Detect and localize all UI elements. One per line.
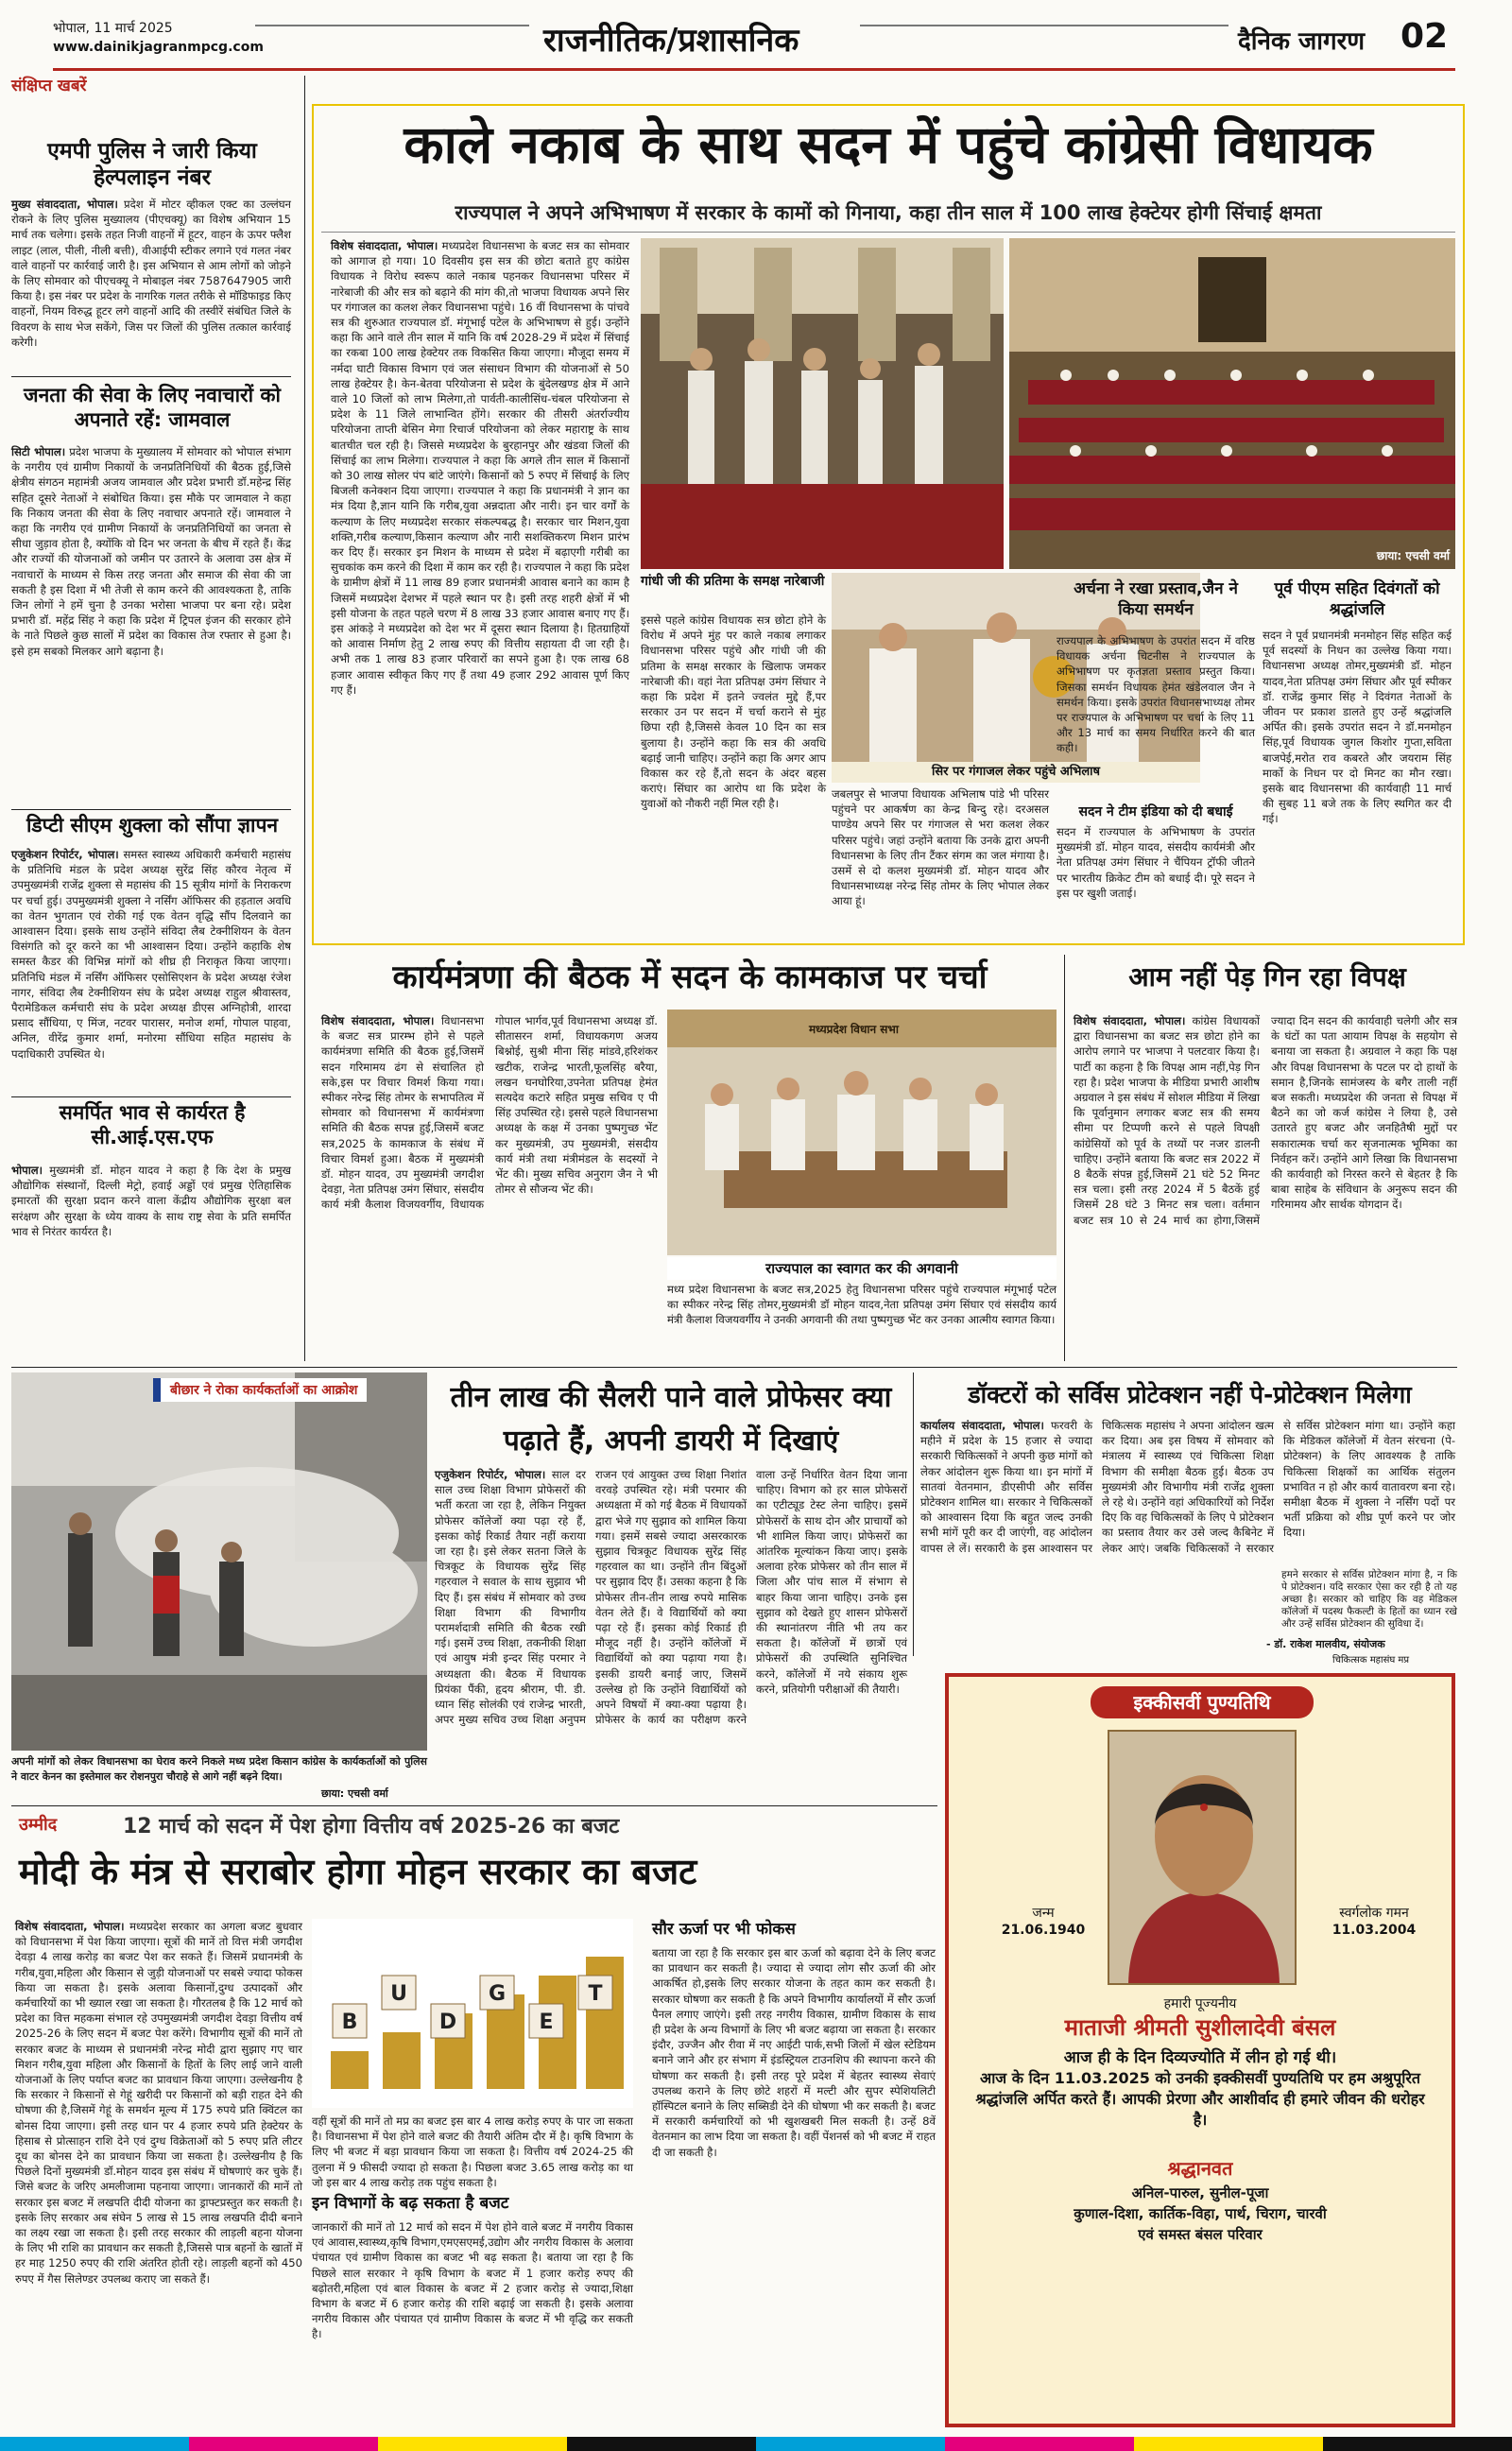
budget-byline: विशेष संवाददाता, भोपाल।	[15, 1920, 125, 1933]
sidebar-vertical-rule	[304, 76, 305, 1361]
obituary-revered: हमारी पूज्यनीय	[1163, 1996, 1237, 2011]
sidebar-rule-3	[11, 1096, 291, 1097]
story5-body	[920, 1418, 1455, 1558]
story2-byline: विशेष संवाददाता, भोपाल।	[321, 1014, 435, 1027]
news-3-text: समस्त स्वास्थ्य अधिकारी कर्मचारी महासंघ के प्रतिनिधि मंडल के प्रदेश अध्यक्ष सुरेंद्र सिंह कौरव नेतृत्व में उपमुख्यमंत्री राजेंद्र शुक्ला से महासंघ की 15 सूत्रीय मांगों के निराकरण पर चर्चा हुई। उपमुख्यमंत्री शुक्ला ने नर्सिंग ऑफिसर की हड़ताल अवधि का वेतन भुगतान एवं रोकी गई एक वेतन वृद्धि सौंप दिलवाने का आश्वासन दिया। इसके साथ उन्होंने संविदा लैब टेक्नीशियन के वेतन विसंगति को दूर करने का भी आश्वासन दिया। उन्होंने कहाकि शेष समस्त कैडर की विभिन्न मांगों को शीघ्र ही निराकृत किया जाएगा। प्रतिनिधि मंडल में नर्सिंग ऑफिसर एसोसिएशन के प्रदेश अध्यक्ष रंजेश नागर, संविदा लैब टेक्नीशियन संघ के प्रदेश अध्यक्ष राहुल श्रीवास्तव, पैरामेडिकल कर्मचारी संघ के प्रदेश अध्यक्ष डीएस अग्निहोत्री, शारदा प्रसाद सौंधिया, ए मिंज, नटवर पारासर, मनोज शर्मा, गोपाल पाहवा, अनिल, वीरेंद्र कुमार शर्मा, मनोरमा सौंधिया सहित महासंघ के पदाधिकारी उपस्थित थे।	[11, 848, 292, 1061]
death-date: 11.03.2004	[1332, 1923, 1417, 1938]
lead-text: मध्यप्रदेश विधानसभा के बजट सत्र का सोमवार को आगाज हो गया। 10 दिवसीय इस सत्र की छोटा बताते हुए कांग्रेस विधायक ने विरोध स्वरूप काले नकाब पहनकर विधानसभा परिसर में नारेबाजी की और सत्र को बढ़ाने की मांग की,तो भाजपा विधायक अपने सिर पर गंगाजल का कलश लेकर विधानसभा पहुंचे। 16 वीं विधानसभा के पांचवे सत्र की शुरुआत राज्यपाल डॉ. मंगूभाई पटेल के अभिभाषण से हुई। उन्होंने कहा कि आने वाले तीन साल में यानि कि वर्ष 2028-29 में प्रदेश में सिंचाई का रकबा 100 लाख हेक्टेयर तक विकसित किया जाएगा। मौजूदा समय में नर्मदा घाटी विकास विभाग एवं जल संसाधन विभाग की योजनाओं से 50 लाख हेक्टेयर है। केन-बेतवा परियोजना से प्रदेश के बुंदेलखण्ड क्षेत्र में आने वाले 10 जिलों को लाभ मिलेगा,तो पार्वती-कालीसिंध-चंबल परियोजना से प्रदेश के 11 जिले लाभान्वित होंगे। सरकार की तीसरी अंतर्राज्यीय परियोजना ताप्ती बेसिन मेगा रिचार्ज परियोजना को लेकर महाराष्ट्र के साथ बातचीत चल रही है। जिससे मध्यप्रदेश के बुरहानपुर और खंडवा जिलों की सिंचाई का लाभ मिलेगा। राज्यपाल ने कहा कि अगले तीन साल में किसानों को 30 लाख सोलर पंप बांटे जाएंगे। किसानों को 5 रुपए में सिंचाई के लिए बिजली कनेक्शन दिया जाएगा। राज्यपाल ने कहा कि प्रधानमंत्री ने ज्ञान का मंत्र दिया है,ज्ञान यानि कि गरीब,युवा अन्नदाता और नारी। इन चार वर्गों के कल्याण के लिए मध्यप्रदेश सरकार संकल्पबद्ध है। सरकार चार मिशन,युवा शक्ति,गरीब कल्याण,किसान कल्याण और नारी सशक्तिकरण मिशन प्रारंभ कर दिए हैं। सरकार इन मिशन के माध्यम से प्रदेश में बढ़ाएगी गरीबी का सुचकांक कम करने की दिशा में काम कर रही है। राज्यपाल ने कहा कि प्रदेश के ग्रामीण क्षेत्रों में 11 लाख 89 हजार प्रधानमंत्री आवास बनाने का काम है जिसमें मध्यप्रदेश देशभर में पहले स्थान पर है। इसी तरह शहरी क्षेत्रों में भी इसी योजना के तहत पहले चरण में 8 लाख 33 हजार आवास बनाए गए हैं। इस आंकड़े ने मध्यप्रदेश को देश भर में दूसरा स्थान दिलाया है। हितग्राहियों को आवास निर्माण हेतु 2 लाख रुपए की वित्तीय सहायता दी जा रही है। अभी तक 1 लाख 83 हजार परिवारों का सपने हुआ है। एक लाख 68 हजार आवास स्वीकृत किए गए हैं तथा 49 हजार 292 आवास पूर्ण किए गए हैं।	[331, 239, 629, 697]
protest-photo-credit: छाया: एचसी वर्मा	[321, 1787, 388, 1800]
story4-story5-rule	[913, 1372, 914, 1656]
lead-col2-body: इससे पहले कांग्रेस विधायक सत्र छोटा होने के विरोध में अपने मुंह पर काले नकाब लगाकर विधानसभा परिसर पहुंचे और गांधी जी की प्रतिमा के समक्ष सरकार के खिलाफ जमकर नारेबाजी की। वहां नेता प्रतिपक्ष उमंग सिंघार ने कहा कि प्रदेश में इतने ज्वलंत मुद्दे हैं,पर सरकार उन पर सदन में चर्चा कराने से मुंह छिपा रही है,जिससे केवल 10 दिन का सत्र बुलाया है। उन्होंने कहा कि सत्र की अवधि बढ़ाई जानी चाहिए। उन्होंने कहा कि अगर आप विकास कर रहे हैं,तो सदन के अंदर बहस कराएं। सिंघार का आरोप था कि प्रदेश के युवाओं को नौकरी नहीं मिल रही है।	[641, 613, 826, 811]
budget-kicker: उम्मीद	[19, 1815, 58, 1835]
lead-col3-title: अर्चना ने रखा प्रस्ताव,जैन ने किया समर्थन	[1074, 579, 1238, 619]
story2-photo-caption: राज्यपाल का स्वागत कर की अगवानी	[667, 1257, 1057, 1280]
news-4-lead: भोपाल।	[11, 1164, 43, 1177]
story5-quote-author-2: चिकित्सक महासंघ मप्र	[1332, 1655, 1410, 1666]
lead-col3b-title: सदन ने टीम इंडिया को दी बधाई	[1078, 804, 1233, 820]
sidebar-label: संक्षिप्त खबरें	[11, 77, 87, 95]
section-title: राजनीतिक/प्रशासनिक	[543, 22, 799, 60]
budget-image	[312, 1919, 633, 2108]
obituary-box	[945, 1673, 1455, 2427]
obituary-header-text: इक्कीसवीं पुण्यतिथि	[1133, 1691, 1271, 1714]
news-1-text: प्रदेश में मोटर व्हीकल एक्ट का उल्लंघन रोकने के लिए पुलिस मुख्यालय (पीएचक्यू) का विशेष अभियान 15 मार्च तक चलेगा। इसके तहत निजी वाहनों में हूटर, वाहन के ऊपर फ्लैश लाइट (लाल, पीली, नीली बत्ती), वीआईपी स्टीकर लगाने एवं गलत नंबर वाले वाहनों पर कार्रवाई जारी है। इस अभियान से आम लोगों को जोड़ने के लिए सोमवार को पीएचक्यू ने मोबाइल नंबर 7587647905 जारी किया है। इस नंबर पर प्रदेश के नागरिक गलत तरीके से मॉडिफाइड किए वाहनों, नियम विरुद्ध हूटर लगे वाहनों आदि की तस्वीरें संबंधित जिले के विवरण के साथ भेज सकेंगे, जिस पर जिलों की पुलिस तत्काल कार्रवाई करेगी।	[11, 198, 291, 349]
budget-kicker-text: 12 मार्च को सदन में पेश होगा वित्तीय वर्ष 2025-26 का बजट	[123, 1815, 620, 1838]
story5-quote-author: - डॉ. राकेश मालवीय, संयोजक	[1266, 1638, 1385, 1650]
page-number: 02	[1400, 17, 1449, 56]
news-4-text: मुख्यमंत्री डॉ. मोहन यादव ने कहा है कि देश के प्रमुख औद्योगिक संस्थानों, दिल्ली मेट्रो, हवाई अड्डों एवं प्रमुख ऐतिहासिक इमारतों की सुरक्षा प्रदान करने वाला केंद्रीय औद्योगिक सुरक्षा बल सरंक्षण और सुरक्षा के ध्येय वाक्य के साथ राष्ट्र सेवा के प्रति समर्पित भाव से निरंतर कार्यरत है।	[11, 1164, 291, 1238]
budget-cube-letter: U	[390, 1982, 407, 2006]
masthead-divider-left	[255, 25, 529, 26]
budget-sub2: इन विभागों के बढ़ सकता है बजट	[312, 2194, 509, 2213]
lead-col3-pre: जबलपुर से भाजपा विधायक अभिलाष पांडे भी परिसर पहुंचने पर आकर्षण का केन्द्र बिन्दु रहे। दरअसल पाण्डेय अपने सिर पर गंगाजल से भरा कलश लेकर परिसर पहुंचे। जहां उन्होंने बताया कि उनके द्वारा अपनी विधानसभा के लिए तीन टैंकर संगम का जल मंगाया है। उसमें से दो कलश मुख्यमंत्री डॉ. मोहन यादव और विधानसभाध्यक्ष नरेन्द्र सिंह तोमर के लिए भोपाल लेकर आया हूं।	[832, 787, 1049, 908]
news-2-lead: सिटी भोपाल।	[11, 445, 66, 458]
story3-body	[1074, 1013, 1457, 1361]
lead-col4-title: पूर्व पीएम सहित दिवंगतों को श्रद्धांजलि	[1274, 579, 1440, 619]
lead-col4-body: सदन ने पूर्व प्रधानमंत्री मनमोहन सिंह सहित कई पूर्व सदस्यों के निधन का उल्लेख किया गया। विधानसभा अध्यक्ष तोमर,मुख्यमंत्री डॉ. मोहन यादव,नेता प्रतिपक्ष उमंग सिंघार और पूर्व स्पीकर डॉ. राजेंद्र कुमार सिंह ने दिवंगत नेताओं के जीवन पर प्रकाश डालते हुए उन्हें श्रद्धांजलि अर्पित की। इसके उपरांत सदन ने डॉ.मनमोहन सिंह,पूर्व विधायक जुगल किशोर गुप्ता,सविता बाजपेई,मरोत राव कबरते और जयराम सिंह मार्को के निधन पर दो मिनट का मौन रखा। इसके बाद विधानसभा की कार्यवाही 11 मार्च की सुबह 11 बजे तक के लिए स्थगित कर दी गई।	[1263, 629, 1452, 826]
news-3-lead: एजुकेशन रिपोर्टर, भोपाल।	[11, 848, 119, 861]
sidebar-rule-2	[11, 809, 291, 810]
story2-headline: कार्यमंत्रणा की बैठक में सदन के कामकाज पर चर्चा	[392, 958, 988, 996]
color-registration-bar	[0, 2437, 1512, 2451]
budget-cube-letter: D	[438, 2011, 457, 2034]
news-3-body	[11, 847, 291, 1062]
budget-headline: मोदी के मंत्र से सराबोर होगा मोहन सरकार का बजट	[19, 1851, 697, 1892]
lead-photo-procession	[641, 238, 1004, 569]
birth-label: जन्म	[1032, 1906, 1055, 1921]
protest-photo-tag: बीछार ने रोका कार्यकर्ताओं का आक्रोश	[153, 1378, 367, 1402]
news-2-body	[11, 444, 291, 659]
budget-sub1: सौर ऊर्जा पर भी फोकस	[652, 1920, 796, 1939]
obituary-family-2: कुणाल-दिशा, कार्तिक-विहा, पार्थ, चिराग, चारवी	[1074, 2205, 1327, 2222]
lead-body	[331, 238, 629, 936]
news-1-body	[11, 197, 291, 350]
news-4-title: समर्पित भाव से कार्यरत है सी.आई.एस.एफ	[59, 1101, 246, 1148]
lead-photo-ganga-caption: सिर पर गंगाजल लेकर पहुंचे अभिलाष	[832, 762, 1200, 783]
obituary-line1: आज ही के दिन दिव्यज्योति में लीन हो गई थी।	[1063, 2048, 1337, 2067]
budget-text: मध्यप्रदेश सरकार का अगला बजट बुधवार को विधानसभा में पेश किया जाएगा। सूत्रों की मानें तो वित्त मंत्री जगदीश देवड़ा 4 लाख करोड़ का बजट पेश कर सकते हैं। जिसमें प्रधानमंत्री के गरीब,युवा,महिला और किसान से जुड़ी योजनाओं पर सबसे ज्यादा फोकस किया जा सकता है। इसके अलावा किसानों,दुग्ध उत्पादकों और कर्मचारियों का भी ख्याल रखा जा सकता है। गौरतलब है कि 12 मार्च को प्रदेश का वित्त महकमा संभाल रहे उपमुख्यमंत्री जगदीश देवड़ा वित्तीय वर्ष 2025-26 के लिए सदन में बजट पेश करेंगे। विभागीय सूत्रों की मानें तो सरकार बजट के माध्यम से प्रधानमंत्री नरेन्द्र मोदी द्वारा सुझाए गए चार मिशन गरीब,युवा महिला और किसानों के हितों के लिए लाई जाने वाली योजनाओं के लिए पर्याप्त बजट का प्रावधान किया जाएगा। उल्लेखनीय है कि सरकार ने किसानों से गेहूं खरीदी पर किसानों को बड़ी राहत देने की घोषणा की है,जिसमें गेहूं के समर्थन मूल्य में 175 रुपये प्रति क्विंटल का बोनस दिया जाएगा। इसी तरह धान पर 4 हजार रुपये प्रति हेक्टेयर के हिसाब से प्रोत्साहन राशि देने एवं दुग्ध विक्रेताओं को 5 रुपए प्रति लीटर दूध का बोनस देने का प्रावधान किया जा सकता है। उल्लेखनीय है कि पिछले दिनों मुख्यमंत्री डॉ.मोहन यादव इस संबंध में घोषणाएं कर चुके हैं। जिसे बजट के जरिए अमलीजामा पहनाया जाएगा। जानकारों की मानें तो सरकार इस बजट में लखपति दीदी योजना का ड्राफ्टप्रस्तुत कर सकती है। इसके लिए सरकार अब संघेन 5 लाख से 15 लाख लखपति दीदी बनाने का लक्ष्य रखा जा सकता है। इसी तरह सरकार की लाड़ली बहना योजना के लिए भी राशि का प्रावधान कर सकती है,जिससे पात्र बहनों के खातों में हर माह 1250 रुपए की राशि अंतरित होती रहे। लाड़ली बहनों को 450 रुपए में गैस सिलेण्डर उपलब्ध कराए जा सकते हैं।	[15, 1920, 302, 2286]
budget-sub2-body: जानकारों की मानें तो 12 मार्च को सदन में पेश होने वाले बजट में नगरीय विकास एवं आवास,स्वास्थ्य,कृषि विभाग,एमएसएमई,उद्योग और नगरीय विकास के अलावा पंचायत एवं ग्रामीण विकास का बजट भी बढ़ सकता है। बताया जा रहा है कि पिछले साल सरकार ने कृषि विभाग के बजट में 1 हजार करोड़ रुपए की बढ़ोतरी,महिला एवं बाल विकास के बजट में 2 हजार करोड़ से ज्यादा,शिक्षा विभाग के बजट में 6 हजार करोड़ की राशि बढ़ाई जा सकती है। इसके अलावा नगरीय विकास और पंचायत एवं ग्रामीण विकास के बजट में भी वृद्धि कर सकती है।	[312, 2220, 633, 2341]
budget-cube-letter: G	[488, 1982, 507, 2006]
story4-headline: तीन लाख की सैलरी पाने वाले प्रोफेसर क्या पढ़ाते हैं, अपनी डायरी में दिखाएं	[450, 1381, 892, 1458]
story3-text: कांग्रेस विधायकों द्वारा विधानसभा का बजट सत्र छोटा होने का आरोप लगाने पर भाजपा ने पलटवार किया है। पार्टी का कहना है कि विपक्ष आम नहीं,पेड़ गिन रहा है। प्रदेश भाजपा के मीडिया प्रभारी आशीष अग्रवाल ने इस संबंध में सोशल मीडिया में लिखा कि पूर्वानुमान लगाकर बजट सत्र की समय सीमा पर टिप्पणी करने से पहले विपक्षी कांग्रेसियों को पूर्व के तथ्यों पर नजर डालनी चाहिए। उन्होंने बताया कि बजट सत्र 2022 में 8 बैठकें संपन्न हुई,जिसमें 21 घंटे 52 मिनट सत्र चला। इसी तरह 2024 में 5 बैठकें हुई जिसमें 28 घंटे 3 मिनट सत्र चला। वर्तमान बजट सत्र 10 से 24 मार्च का होगा,जिसमें ज्यादा दिन सदन की कार्यवाही चलेगी और सत्र के घंटों का पता आयाम विपक्ष के सहयोग से बनाया जा सकता है। अग्रवाल ने कहा कि पक्ष और विपक्ष विधानसभा के पटल पर दो हाथों के समान है,जिनके सामंजस्य के बगैर ताली नहीं बज सकती। मध्यप्रदेश की जनता से विपक्ष में बैठने का जो कर्ज कांग्रेस ने लिया है, उसे उतारते हुए बजट और जनहितैषी मुद्दों पर सकारात्मक चर्चा कर सृजनात्मक भूमिका का निर्वहन करें। उन्होंने आगे लिखा कि विधानसभा की कार्यवाही को निरस्त करने से बेहतर है कि बाबा साहेब के संविधान के अनुरूप सदन की गरिमामय और सार्थक योगदान दें।	[1074, 1014, 1457, 1227]
lead-byline: विशेष संवाददाता, भोपाल।	[331, 239, 438, 252]
story4-byline: एजुकेशन रिपोर्टर, भोपाल।	[435, 1468, 546, 1481]
paper-name: दैनिक जागरण	[1238, 27, 1366, 56]
birth-date: 21.06.1940	[1001, 1923, 1086, 1938]
budget-sub1-body: बताया जा रहा है कि सरकार इस बार ऊर्जा को बढ़ावा देने के लिए बजट का प्रावधान कर सकती है। ज्यादा से ज्यादा लोग सौर ऊर्जा की ओर आकर्षित हो,इसके लिए सरकार योजना के तहत काम कर सकती है। सरकार घोषणा कर सकती है कि अपने विभागीय कार्यालयों में सौर ऊर्जा पैनल लगाए जाएंगे। इसी तरह नगरीय विकास, ग्रामीण विकास के साथ ही प्रदेश के अन्य विभागों के लिए भी बजट बढ़ाया जा सकता है। सरकार इंदौर, उज्जैन और रीवा में नए आईटी पार्क,सभी जिलों में खेल स्टेडियम बनाने जाने और हर संभाग में इंडस्ट्रियल टाउनशिप की स्थापना करने की घोषणा कर सकती है। इसी तरह पूरे प्रदेश में बेहतर स्वास्थ्य सेवाएं उपलब्ध कराने के लिए छोटे शहरों में मल्टी और सुपर स्पेशियलिटी हॉस्पिटल बनाने के लिए सब्सिडी देने की घोषणा भी कर सकती है। बजट में सरकारी कर्मचारियों को भी खुशखबरी मिल सकती है। उन्हें 8वें वेतनमान का लाभ दिया जा सकता है। वहीं पेंशनर्स को भी बजट में राहत दी जा सकती है।	[652, 1946, 936, 2159]
budget-cube-letter: E	[539, 2011, 554, 2034]
protest-photo	[11, 1372, 427, 1751]
sidebar-rule-1	[11, 376, 291, 377]
story2-photo-body: मध्य प्रदेश विधानसभा के बजट सत्र,2025 हेतु विधानसभा परिसर पहुंचे राज्यपाल मंगूभाई पटेल का स्पीकर नरेन्द्र सिंह तोमर,मुख्यमंत्री डॉ मोहन यादव,नेता प्रतिपक्ष उमंग सिंघार एवं संसदीय कार्य मंत्री कैलाश विजयवर्गीय ने उनकी अगवानी की तथा पुष्पगुच्छ भेंट कर उनका आत्मीय स्वागत किया।	[667, 1283, 1057, 1327]
news-2-title: जनता की सेवा के लिए नवाचारों को अपनाते रहें: जामवाल	[24, 384, 281, 431]
obituary-portrait	[1108, 1730, 1297, 1985]
news-1-lead: मुख्य संवाददाता, भोपाल।	[11, 198, 118, 211]
story3-byline: विशेष संवाददाता, भोपाल।	[1074, 1014, 1186, 1027]
mid-rule	[11, 1367, 1457, 1368]
story4-text: साल दर साल उच्च शिक्षा विभाग प्रोफेसरों की भर्ती करता जा रहा है, लेकिन नियुक्त प्रोफेसर कॉलेजों क्या पढ़ा रहे हैं, इसका कोई रिकार्ड तैयार नहीं कराया जा रहा है। इसे लेकर सतना जिले के चित्रकूट के विधायक सुरेंद्र सिंह गहरवाल ने सवाल के साथ सुझाव भी दिए हैं। इस संबंध में सोमवार को उच्च शिक्षा विभाग की विभागीय परामर्शदात्री समिति की बैठक रखी गई। इसमें उच्च शिक्षा, तकनीकी शिक्षा एवं आयुष मंत्री इन्दर सिंह परमार ने अध्यक्षता की। बैठक में विधायक प्रियंका पैंकी, हृदय श्रीराम, पी. डी. ध्यान सिंह सोलंकी एवं राजेन्द्र भारती, अपर मुख्य सचिव उच्च शिक्षा अनुपम राजन एवं आयुक्त उच्च शिक्षा निशांत वरवड़े उपस्थित रहे। मंत्री परमार की अध्यक्षता में को गई बैठक में विधायकों द्वारा भेजे गए सुझाव को शामिल किया गया। इसमें सबसे ज्यादा असरकारक सुझाव चित्रकूट विधायक सुरेंद्र सिंह गहरवाल का था। उन्होंने तीन बिंदुओं पर सुझाव दिए हैं। उसका कहना है कि प्रोफेसर तीन-तीन लाख रुपये मासिक वेतन लेते हैं। वे विद्यार्थियों को क्या पढ़ा रहे हैं। इसका कोई रिकार्ड ही मौजूद नहीं है। उन्होंने कॉलेजों में विद्यार्थियों को क्या पढ़ाया गया है। इसकी डायरी बनाई जाए, जिसमें उल्लेख हो कि उन्होंने विद्यार्थियों को अपने विषयों में क्या-क्या पढ़ाया है। प्रोफेसर के कार्य का परीक्षण करने वाला उन्हें निर्धारित वेतन दिया जाना चाहिए। विभाग को हर साल प्रोफेसरों का एटीट्यूड टेस्ट लेना चाहिए। इसमें प्रोफेसरों के साथ दोन और प्राचार्यों को भी शामिल किया जाए। प्रोफेसरों का आंतरिक मूल्यांकन किया जाए। इसके अलावा हरेक प्रोफेसर को तीन साल में जिला और पांच साल में संभाग से बाहर किया जाना चाहिए। उनके इस सुझाव को देखते हुए शासन प्रोफेसरों की स्थानांतरण नीति भी तय कर सकता है। कॉलेजों में छात्रों एवं प्रोफेसरों की उपस्थिति सुनिश्चित करने, कॉलेजों में नये संकाय शुरू करने, प्रतियोगी परीक्षाओं की तैयारी।	[435, 1468, 907, 1727]
story2-photo-sign: मध्यप्रदेश विधान सभा	[809, 1023, 899, 1036]
obituary-name: माताजी श्रीमती सुशीलादेवी बंसल	[1064, 2014, 1336, 2041]
budget-cube-letter: B	[341, 2011, 358, 2034]
budget-cube-letter: T	[588, 1982, 603, 2006]
news-4-body	[11, 1163, 291, 1239]
news-2-text: प्रदेश भाजपा के मुख्यालय में सोमवार को भोपाल संभाग के नगरीय एवं ग्रामीण निकायों के जनप्रतिनिधियों की बैठक हुई,जिसे क्षेत्रीय संगठन महामंत्री अजय जामवाल और प्रदेश प्रभारी डॉ.महेन्द्र सिंह सहित दूसरे नेताओं ने संबोधित किया। इस मौके पर जामवाल ने कहा कि निकाय जनता की सेवा के लिए नवाचार अपनाते रहें। जामवाल ने कहा कि नगरीय एवं ग्रामीण निकायों के जनप्रतिनिधियों का जनता से सीधा जुड़ाव होता है, क्योंकि वो दिन भर जनता के बीच में रहते हैं। केंद्र और राज्यों की योजनाओं को जमीन पर उतारने के अलावा उस क्षेत्र में नवाचारों के माध्यम से किस तरह जनता और समाज की सेवा की जा सकती है इस दिशा में भी तेजी से काम करने की आवश्यकता है, ताकि जिन लोगों ने हमें चुना है उनका भरोसा भाजपा पर बना रहे। प्रदेश प्रभारी डॉ. महेंद्र सिंह ने कहा कि प्रदेश में ट्रिपल इंजन की सरकार होने के नाते पिछले कुछ सालों में प्रदेश का विकास तेज रफ्तार से हुआ है। इसे हम सबको मिलकर आगे बढ़ाना है।	[11, 445, 292, 658]
story2-story3-rule	[1064, 955, 1065, 1361]
budget-body	[15, 1919, 302, 2429]
protest-photo-caption: अपनी मांगों को लेकर विधानसभा का घेराव करने निकले मध्य प्रदेश किसान कांग्रेस के कार्यकर्ताओं को पुलिस ने वाटर केनन का इस्तेमाल कर रोशनपुरा चौराहे से आगे नहीं बढ़ने दिया।	[11, 1755, 427, 1784]
obituary-line2: आज के दिन 11.03.2025 को उनकी इक्कीसवीं पुण्यतिथि पर हम अश्रुपूरित श्रद्धांजलि अर्पित करते हैं। आपकी प्रेरणा और आशीर्वाद ही हमारे जीवन की धरोहर है।	[975, 2069, 1425, 2129]
story5-text: फरवरी के महीने में प्रदेश के 15 हजार से ज्यादा सरकारी चिकित्सकों ने अपनी कुछ मांगों को लेकर आंदोलन शुरू किया था। इन मांगों में सातवां वेतनमान, डीएसीपी और सर्विस प्रोटेक्शन शामिल था। सरकार ने चिकित्सकों को आश्वासन दिया कि बहुत जल्द उनकी सभी मांगें पूरी कर दी जाएंगी, वह आंदोलन वापस ले लें। सरकारी के इस आश्वासन पर चिकित्सक महासंघ ने अपना आंदोलन खत्म कर दिया। अब इस विषय में सोमवार को मंत्रालय में स्वास्थ्य एवं चिकित्सा शिक्षा विभाग की समीक्षा बैठक हुई। बैठक उप मुख्यमंत्री और विभागीय मंत्री राजेंद्र शुक्ला ले रहे थे। उन्होंने वहां अधिकारियों को निर्देश दिए कि वह चिकित्सकों के लिए पे प्रोटेक्शन का प्रस्ताव तैयार कर उसे जल्द कैबिनेट में लेकर आएं। जबकि चिकित्सकों ने सरकार से सर्विस प्रोटेक्शन मांगा था। उन्होंने कहा कि मेडिकल कॉलेजों में वेतन संरचना (पे-प्रोटेक्शन) के लिए आवश्यक है ताकि चिकित्सा शिक्षकों का आर्थिक संतुलन प्रभावित न हो और कार्य वातावरण बना रहे। समीक्षा बैठक में शुक्ला ने नर्सिंग पदों पर भर्ती प्रक्रिया को शीघ्र पूर्ण करने पर जोर दिया।	[920, 1419, 1455, 1555]
masthead-date: भोपाल, 11 मार्च 2025	[53, 21, 173, 36]
story2-photo	[667, 1010, 1057, 1255]
story5-quote: हमने सरकार से सर्विस प्रोटेक्शन मांगा है, न कि पे प्रोटेक्शन। यदि सरकार ऐसा कर रही है तो यह अच्छा है। सरकार को चाहिए कि वह मेडिकल कॉलेजों में पदस्थ फैकल्टी के हितों का ध्यान रखे और उन्हें सर्विस प्रोटेक्शन की सुविधा दें।	[1281, 1569, 1457, 1630]
lead-col3b-body: सदन में राज्यपाल के अभिभाषण के उपरांत मुख्यमंत्री डॉ. मोहन यादव, संसदीय कार्यमंत्री और नेता प्रतिपक्ष उमंग सिंघार ने चैंपियन ट्रॉफी जीतने पर भारतीय क्रिकेट टीम को बधाई दी। पूरे सदन ने इस पर खुशी जताई।	[1057, 825, 1255, 900]
lead-col2-title: गांधी जी की प्रतिमा के समक्ष नारेबाजी	[641, 574, 825, 589]
budget-mid-body	[312, 2114, 633, 2189]
story5-headline: डॉक्टरों को सर्विस प्रोटेक्शन नहीं पे-प्रोटेक्शन मिलेगा	[968, 1381, 1412, 1408]
news-3-title: डिप्टी सीएम शुक्ला को सौंपा ज्ञापन	[26, 814, 279, 837]
story5-byline: कार्यालय संवाददाता, भोपाल।	[920, 1419, 1044, 1432]
obituary-family-3: एवं समस्त बंसल परिवार	[1138, 2226, 1263, 2243]
obituary-shraddha: श्रद्धानवत	[1167, 2157, 1233, 2180]
obituary-family-1: अनिल-पारुल, सुनील-पूजा	[1131, 2184, 1269, 2201]
budget-mid-text: वहीं सूत्रों की मानें तो मप्र का बजट इस बार 4 लाख करोड़ रुपए के पार जा सकता है। विधानसभा में पेश होने वाले बजट की तैयारी अंतिम दौर में है। कृषि विभाग के लिए भी बजट में बड़ा प्रावधान किया जा सकता है। वित्तीय वर्ष 2024-25 की तुलना में 9 फीसदी ज्यादा हो सकता है। पिछला बजट 3.65 लाख करोड़ का था जो इस बार 4 लाख करोड़ तक पहुंच सकता है।	[312, 2114, 633, 2189]
budget-top-rule	[11, 1805, 937, 1806]
masthead-divider-right	[860, 25, 1228, 26]
masthead-website[interactable]: www.dainikjagranmpcg.com	[53, 40, 264, 55]
sidebar	[0, 57, 302, 1361]
death-label: स्वर्गलोक गमन	[1339, 1906, 1409, 1921]
lead-col3-body: राज्यपाल के अभिभाषण के उपरांत सदन में वरिष्ठ विधायक अर्चना चिटनीस ने राज्यपाल के अभिभाषण पर कृतज्ञता प्रस्ताव प्रस्तुत किया। जिसका समर्थन विधायक हेमंत खंडेलवाल जैन ने समर्थन किया। इसके उपरांत विधानसभाध्यक्ष तोमर पर राज्यपाल के अभिभाषण पर चर्चा के लिए 11 और 13 मार्च का समय निर्धारित करने की बात कही।	[1057, 634, 1255, 755]
story4-body	[435, 1467, 907, 1798]
story3-headline: आम नहीं पेड़ गिन रहा विपक्ष	[1128, 961, 1406, 992]
lead-headline: काले नकाब के साथ सदन में पहुंचे कांग्रेसी विधायक	[404, 114, 1373, 175]
lead-photo-credit: छाया: एचसी वर्मा	[1376, 549, 1450, 562]
story2-body	[321, 1013, 658, 1365]
lead-photo-house	[1009, 238, 1455, 569]
obituary-header	[1091, 1686, 1314, 1718]
news-1-title: एमपी पुलिस ने जारी किया हेल्पलाइन नंबर	[47, 139, 257, 190]
story2-text: विधानसभा के बजट सत्र प्रारम्भ होने से पहले कार्यमंत्रणा समिति की बैठक हुई,जिसमें सदन गरिमामय ढंग से संचालित हो सके,इस पर विचार विमर्श किया गया। स्पीकर नरेन्द्र सिंह तोमर के सभापतित्व में सोमवार को विधानसभा में कार्यमंत्रणा समिति की बैठक सपन्न हुई,जिसमें बजट सत्र,2025 के कामकाज के संबंध में विचार विमर्श हुआ। बैठक में मुख्यमंत्री डॉ. मोहन यादव, उप मुख्यमंत्री जगदीश देवड़ा, नेता प्रतिपक्ष उमंग सिंघार, संसदीय कार्य मंत्री कैलाश विजयवर्गीय, विधायक गोपाल भार्गव,पूर्व विधानसभा अध्यक्ष डॉ. सीतासरन शर्मा, विधायकगण अजय बिश्नोई, सुश्री मीना सिंह मांडवे,हरिशंकर खटीक, राजेन्द्र भारती,फूलसिंह बरैया, लखन घनघोरिया,उपनेता प्रतिपक्ष हेमंत सत्यदेव कटारे सहित प्रमुख सचिव ए पी सिंह उपस्थित रहे। इससे पहले विधानसभा अध्यक्ष के कक्ष में उनका पुष्पगुच्छ भेंट कर मुख्यमंत्री, उप मुख्यमंत्री, संसदीय कार्य मंत्री तथा मंत्रीमंडल के सदस्यों ने भेंट की। मुख्य सचिव अनुराग जैन ने भी तोमर से सौजन्य भेंट की।	[321, 1014, 658, 1212]
lead-subhead-rule	[321, 232, 1455, 233]
lead-subhead: राज्यपाल ने अपने अभिभाषण में सरकार के कामों को गिनाया, कहा तीन साल में 100 लाख हेक्टेयर होगी सिंचाई क्षमता	[455, 201, 1322, 224]
